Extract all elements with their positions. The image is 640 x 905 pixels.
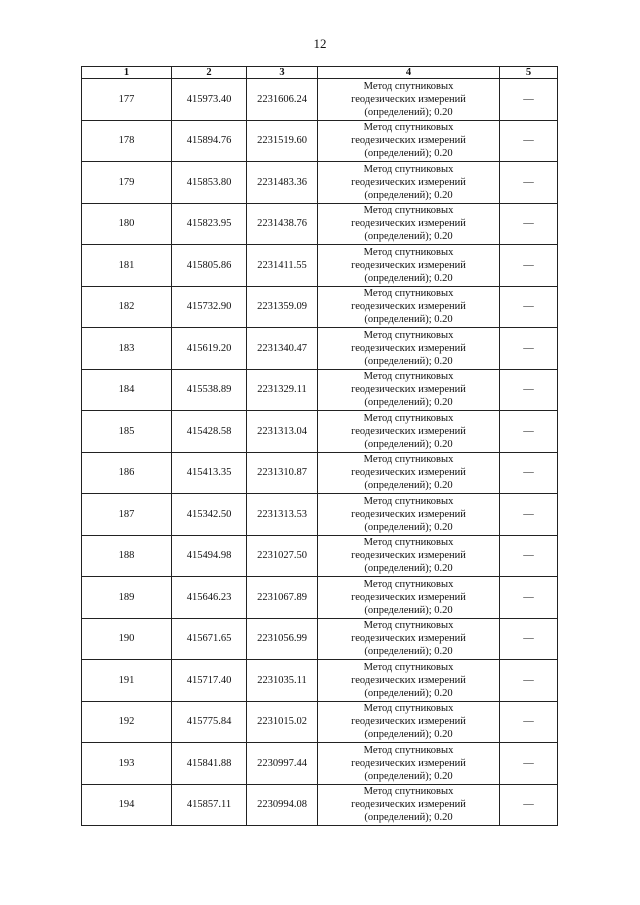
method-cell: [318, 79, 500, 121]
method-cell: [318, 494, 500, 536]
method-line: Метод спутниковых: [363, 786, 454, 798]
method-cell: [318, 535, 500, 577]
table-row: [82, 535, 558, 577]
table-row: [82, 411, 558, 453]
method-line: Метод спутниковых: [363, 703, 454, 715]
method-line: геодезических измерений: [351, 674, 466, 686]
x-coordinate-cell: 415494.98: [172, 535, 247, 577]
description-cell: —: [500, 618, 558, 660]
y-coordinate-cell: 2231056.99: [247, 618, 318, 660]
table-row: [82, 452, 558, 494]
method-cell: [318, 203, 500, 245]
point-number-cell: 181: [82, 245, 172, 287]
description-cell: —: [500, 411, 558, 453]
coordinates-table: [81, 66, 558, 826]
method-cell: [318, 162, 500, 204]
description-cell: —: [500, 245, 558, 287]
method-line: геодезических измерений: [351, 301, 466, 313]
table-row: [82, 494, 558, 536]
x-coordinate-cell: 415853.80: [172, 162, 247, 204]
description-cell: —: [500, 120, 558, 162]
method-line: (определений); 0.20: [364, 106, 453, 118]
method-line: (определений); 0.20: [364, 521, 453, 533]
description-cell: —: [500, 286, 558, 328]
y-coordinate-cell: 2231340.47: [247, 328, 318, 370]
table-row: [82, 618, 558, 660]
x-coordinate-cell: 415775.84: [172, 701, 247, 743]
method-line: геодезических измерений: [351, 467, 466, 479]
method-line: геодезических измерений: [351, 716, 466, 728]
method-line: (определений); 0.20: [364, 397, 453, 409]
x-coordinate-cell: 415671.65: [172, 618, 247, 660]
method-cell: [318, 618, 500, 660]
description-cell: —: [500, 535, 558, 577]
description-cell: —: [500, 743, 558, 785]
column-header: 4: [318, 67, 500, 79]
description-cell: —: [500, 162, 558, 204]
table-row: [82, 743, 558, 785]
method-cell: [318, 411, 500, 453]
table-row: [82, 701, 558, 743]
method-line: геодезических измерений: [351, 550, 466, 562]
method-line: (определений); 0.20: [364, 770, 453, 782]
point-number-cell: 191: [82, 660, 172, 702]
method-line: Метод спутниковых: [363, 495, 454, 507]
x-coordinate-cell: 415823.95: [172, 203, 247, 245]
method-line: Метод спутниковых: [363, 163, 454, 175]
method-line: геодезических измерений: [351, 633, 466, 645]
method-line: Метод спутниковых: [363, 744, 454, 756]
y-coordinate-cell: 2231483.36: [247, 162, 318, 204]
method-line: (определений); 0.20: [364, 314, 453, 326]
method-line: Метод спутниковых: [363, 454, 454, 466]
x-coordinate-cell: 415857.11: [172, 784, 247, 826]
y-coordinate-cell: 2231027.50: [247, 535, 318, 577]
method-line: геодезических измерений: [351, 799, 466, 811]
method-line: (определений); 0.20: [364, 355, 453, 367]
method-line: геодезических измерений: [351, 508, 466, 520]
method-cell: [318, 743, 500, 785]
table-row: [82, 162, 558, 204]
column-header: 3: [247, 67, 318, 79]
y-coordinate-cell: 2231359.09: [247, 286, 318, 328]
method-cell: [318, 701, 500, 743]
x-coordinate-cell: 415805.86: [172, 245, 247, 287]
table-row: [82, 245, 558, 287]
y-coordinate-cell: 2231313.53: [247, 494, 318, 536]
method-cell: [318, 784, 500, 826]
table-row: [82, 328, 558, 370]
point-number-cell: 189: [82, 577, 172, 619]
y-coordinate-cell: 2231310.87: [247, 452, 318, 494]
method-line: Метод спутниковых: [363, 620, 454, 632]
point-number-cell: 193: [82, 743, 172, 785]
table-header: [82, 67, 558, 79]
method-line: Метод спутниковых: [363, 412, 454, 424]
method-cell: [318, 452, 500, 494]
method-line: (определений); 0.20: [364, 812, 453, 824]
x-coordinate-cell: 415538.89: [172, 369, 247, 411]
method-cell: [318, 245, 500, 287]
x-coordinate-cell: 415732.90: [172, 286, 247, 328]
method-line: Метод спутниковых: [363, 246, 454, 258]
table-row: [82, 660, 558, 702]
x-coordinate-cell: 415841.88: [172, 743, 247, 785]
method-line: Метод спутниковых: [363, 371, 454, 383]
method-line: (определений); 0.20: [364, 438, 453, 450]
point-number-cell: 194: [82, 784, 172, 826]
point-number-cell: 185: [82, 411, 172, 453]
description-cell: —: [500, 701, 558, 743]
description-cell: —: [500, 452, 558, 494]
x-coordinate-cell: 415894.76: [172, 120, 247, 162]
method-cell: [318, 660, 500, 702]
method-line: (определений); 0.20: [364, 646, 453, 658]
description-cell: —: [500, 660, 558, 702]
point-number-cell: 192: [82, 701, 172, 743]
method-line: Метод спутниковых: [363, 661, 454, 673]
x-coordinate-cell: 415646.23: [172, 577, 247, 619]
column-header: 5: [500, 67, 558, 79]
y-coordinate-cell: 2231313.04: [247, 411, 318, 453]
method-line: Метод спутниковых: [363, 578, 454, 590]
method-line: геодезических измерений: [351, 259, 466, 271]
point-number-cell: 187: [82, 494, 172, 536]
method-line: геодезических измерений: [351, 176, 466, 188]
method-line: (определений); 0.20: [364, 604, 453, 616]
point-number-cell: 178: [82, 120, 172, 162]
description-cell: —: [500, 494, 558, 536]
method-cell: [318, 286, 500, 328]
x-coordinate-cell: 415717.40: [172, 660, 247, 702]
y-coordinate-cell: 2231519.60: [247, 120, 318, 162]
method-line: геодезических измерений: [351, 93, 466, 105]
method-line: (определений); 0.20: [364, 231, 453, 243]
table-body: [82, 79, 558, 826]
method-line: геодезических измерений: [351, 591, 466, 603]
method-line: геодезических измерений: [351, 135, 466, 147]
description-cell: —: [500, 328, 558, 370]
y-coordinate-cell: 2231411.55: [247, 245, 318, 287]
point-number-cell: 182: [82, 286, 172, 328]
y-coordinate-cell: 2231329.11: [247, 369, 318, 411]
point-number-cell: 180: [82, 203, 172, 245]
method-line: геодезических измерений: [351, 425, 466, 437]
description-cell: —: [500, 784, 558, 826]
point-number-cell: 186: [82, 452, 172, 494]
table-row: [82, 577, 558, 619]
method-line: (определений); 0.20: [364, 480, 453, 492]
description-cell: —: [500, 369, 558, 411]
y-coordinate-cell: 2231067.89: [247, 577, 318, 619]
description-cell: —: [500, 79, 558, 121]
table-row: [82, 286, 558, 328]
x-coordinate-cell: 415428.58: [172, 411, 247, 453]
method-line: (определений); 0.20: [364, 729, 453, 741]
table-row: [82, 203, 558, 245]
method-line: (определений); 0.20: [364, 148, 453, 160]
x-coordinate-cell: 415342.50: [172, 494, 247, 536]
table-row: [82, 79, 558, 121]
description-cell: —: [500, 203, 558, 245]
column-header: 1: [82, 67, 172, 79]
method-line: (определений); 0.20: [364, 687, 453, 699]
x-coordinate-cell: 415413.35: [172, 452, 247, 494]
method-cell: [318, 369, 500, 411]
description-cell: —: [500, 577, 558, 619]
method-line: (определений); 0.20: [364, 189, 453, 201]
method-cell: [318, 577, 500, 619]
y-coordinate-cell: 2230994.08: [247, 784, 318, 826]
method-line: геодезических измерений: [351, 218, 466, 230]
point-number-cell: 190: [82, 618, 172, 660]
point-number-cell: 179: [82, 162, 172, 204]
y-coordinate-cell: 2231438.76: [247, 203, 318, 245]
header-row: [82, 67, 558, 79]
table-row: [82, 369, 558, 411]
point-number-cell: 188: [82, 535, 172, 577]
point-number-cell: 184: [82, 369, 172, 411]
method-line: (определений); 0.20: [364, 563, 453, 575]
table-row: [82, 120, 558, 162]
y-coordinate-cell: 2231606.24: [247, 79, 318, 121]
x-coordinate-cell: 415973.40: [172, 79, 247, 121]
method-line: Метод спутниковых: [363, 205, 454, 217]
method-line: Метод спутниковых: [363, 288, 454, 300]
point-number-cell: 183: [82, 328, 172, 370]
method-line: геодезических измерений: [351, 342, 466, 354]
point-number-cell: 177: [82, 79, 172, 121]
method-line: геодезических измерений: [351, 757, 466, 769]
y-coordinate-cell: 2231035.11: [247, 660, 318, 702]
method-line: Метод спутниковых: [363, 329, 454, 341]
y-coordinate-cell: 2231015.02: [247, 701, 318, 743]
method-line: (определений); 0.20: [364, 272, 453, 284]
y-coordinate-cell: 2230997.44: [247, 743, 318, 785]
x-coordinate-cell: 415619.20: [172, 328, 247, 370]
method-line: Метод спутниковых: [363, 537, 454, 549]
method-line: Метод спутниковых: [363, 122, 454, 134]
method-cell: [318, 120, 500, 162]
column-header: 2: [172, 67, 247, 79]
page-number: 12: [313, 36, 327, 51]
table-row: [82, 784, 558, 826]
method-line: геодезических измерений: [351, 384, 466, 396]
method-cell: [318, 328, 500, 370]
method-line: Метод спутниковых: [363, 80, 454, 92]
